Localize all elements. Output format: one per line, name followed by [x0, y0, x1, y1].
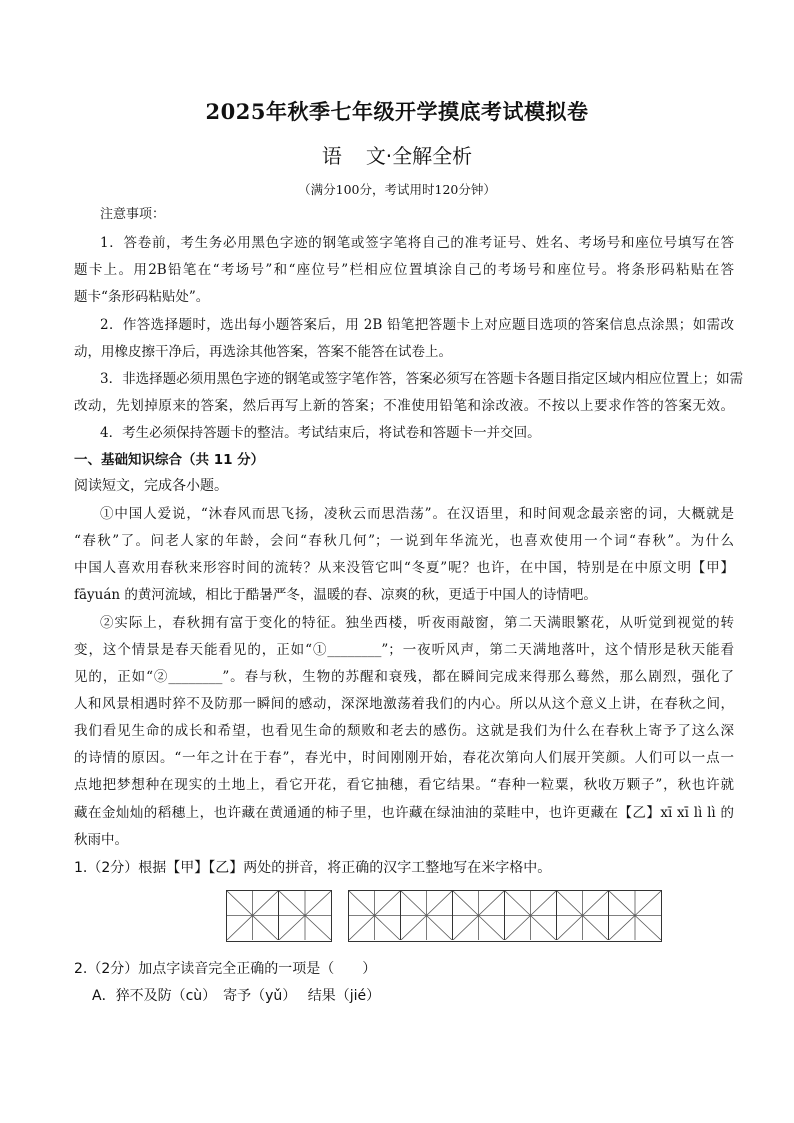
grid-group-yi — [348, 890, 662, 942]
passage-line: 我们看见生命的成长和希望，也看见生命的颓败和老去的感伤。这就是我们为什么在春秋上寄予了这么深 — [74, 723, 734, 739]
passage-line: 点地把梦想种在现实的土地上，看它开花，看它抽穗，看它结果。“春种一粒粟，秋收万颗子”，秋也许就 — [74, 777, 734, 793]
notice-line: 动，用橡皮擦干净后，再选涂其他答案，答案不能答在试卷上。 — [74, 344, 452, 360]
notice-line: 题卡“条形码粘贴处”。 — [74, 289, 210, 305]
question-2-option-a[interactable]: A．猝不及防（cù） 寄予（yǔ） 结果（jié） — [92, 988, 381, 1004]
subject-suffix: 文·全解全析 — [365, 144, 473, 168]
mi-grid-cell[interactable] — [279, 891, 331, 940]
passage-line: fāyuán 的黄河流域，相比于酷暑严冬，温暖的春、凉爽的秋，更适于中国人的诗情吧。 — [74, 587, 597, 603]
passage-line: 秋雨中。 — [74, 832, 128, 848]
mi-grid-cell[interactable] — [609, 891, 661, 940]
mi-grid-cell[interactable] — [401, 891, 453, 940]
passage-line: 的诗情的原因。“一年之计在于春”，春光中，时间刚刚开始，春花次第向人们展开笑颜。人们可以一点一 — [74, 750, 734, 766]
mi-grid-cell[interactable] — [557, 891, 609, 940]
passage-line: ①中国人爱说，“沐春风而思飞扬，凌秋云而思浩荡”。在汉语里，和时间观念最亲密的词，大概就是 — [100, 506, 734, 522]
mi-grid-cell[interactable] — [505, 891, 557, 940]
notice-line: 题卡上。用2B铅笔在“考场号”和“座位号”栏相应位置填涂自己的考场号和座位号。将条形码粘贴在答 — [74, 262, 734, 278]
mi-grid-cell[interactable] — [227, 891, 279, 940]
grid-group-jia — [226, 890, 332, 942]
notice-line: 改动，先划掉原来的答案，然后再写上新的答案；不准使用铅笔和涂改液。不按以上要求作答的答案无效。 — [74, 398, 734, 414]
question-2: 2.（2分）加点字读音完全正确的一项是（ ） — [74, 961, 377, 977]
notice-line: 1．答卷前，考生务必用黑色字迹的钢笔或签字笔将自己的准考证号、姓名、考场号和座位号填写在答 — [100, 235, 734, 251]
score-note: （满分100分，考试用时120分钟） — [298, 182, 496, 197]
subject-char: 语 — [321, 144, 342, 168]
passage-line: 见的，正如“②________”。春与秋，生物的苏醒和衰残，都在瞬间完成来得那么蓦然，那么剧烈，强化了 — [74, 669, 734, 685]
exam-title: 2025年秋季七年级开学摸底考试模拟卷 — [205, 99, 589, 124]
notice-heading: 注意事项： — [100, 207, 166, 222]
exam-subtitle — [0, 140, 794, 169]
passage-line: 人和风景相遇时猝不及防那一瞬间的感动，深深地激荡着我们的内心。所以从这个意义上讲，在春秋之间， — [74, 696, 734, 712]
passage-line: ②实际上，春秋拥有富于变化的特征。独坐西楼，听夜雨敲窗，第二天满眼繁花，从听觉到视觉的转 — [100, 615, 734, 631]
notice-line: 2．作答选择题时，选出每小题答案后，用 2B 铅笔把答题卡上对应题目选项的答案信息点涂黑；如需改 — [100, 317, 734, 333]
passage-line: “春秋”了。问老人家的年龄，会问“春秋几何”；一说到年华流光，也喜欢使用一个词“春秋”。为什么 — [74, 533, 734, 549]
notice-line: 4．考生必须保持答题卡的整洁。考试结束后，将试卷和答题卡一并交回。 — [100, 425, 541, 441]
passage-line: 中国人喜欢用春秋来形容时间的流转？从来没管它叫“冬夏”呢？也许，在中国，特别是在中原文明【甲】 — [74, 560, 734, 576]
passage-line: 藏在金灿灿的稻穗上，也许藏在黄通通的柿子里，也许藏在绿油油的菜畦中，也许更藏在【乙】xī xī lì lì 的 — [74, 805, 734, 821]
passage-intro: 阅读短文，完成各小题。 — [74, 478, 228, 494]
mi-grid-cell[interactable] — [453, 891, 505, 940]
notice-line: 3．非选择题必须用黑色字迹的钢笔或签字笔作答，答案必须写在答题卡各题目指定区域内相应位置上；如需 — [100, 371, 744, 387]
passage-line: 变，这个情景是春天能看见的，正如“①________”；一夜听风声，第二天满地落叶，这个情形是秋天能看 — [74, 642, 734, 658]
mi-grid-cell[interactable] — [349, 891, 401, 940]
question-1: 1.（2分）根据【甲】【乙】两处的拼音，将正确的汉字工整地写在米字格中。 — [74, 860, 552, 876]
section-heading: 一、基础知识综合（共 11 分） — [74, 452, 265, 468]
